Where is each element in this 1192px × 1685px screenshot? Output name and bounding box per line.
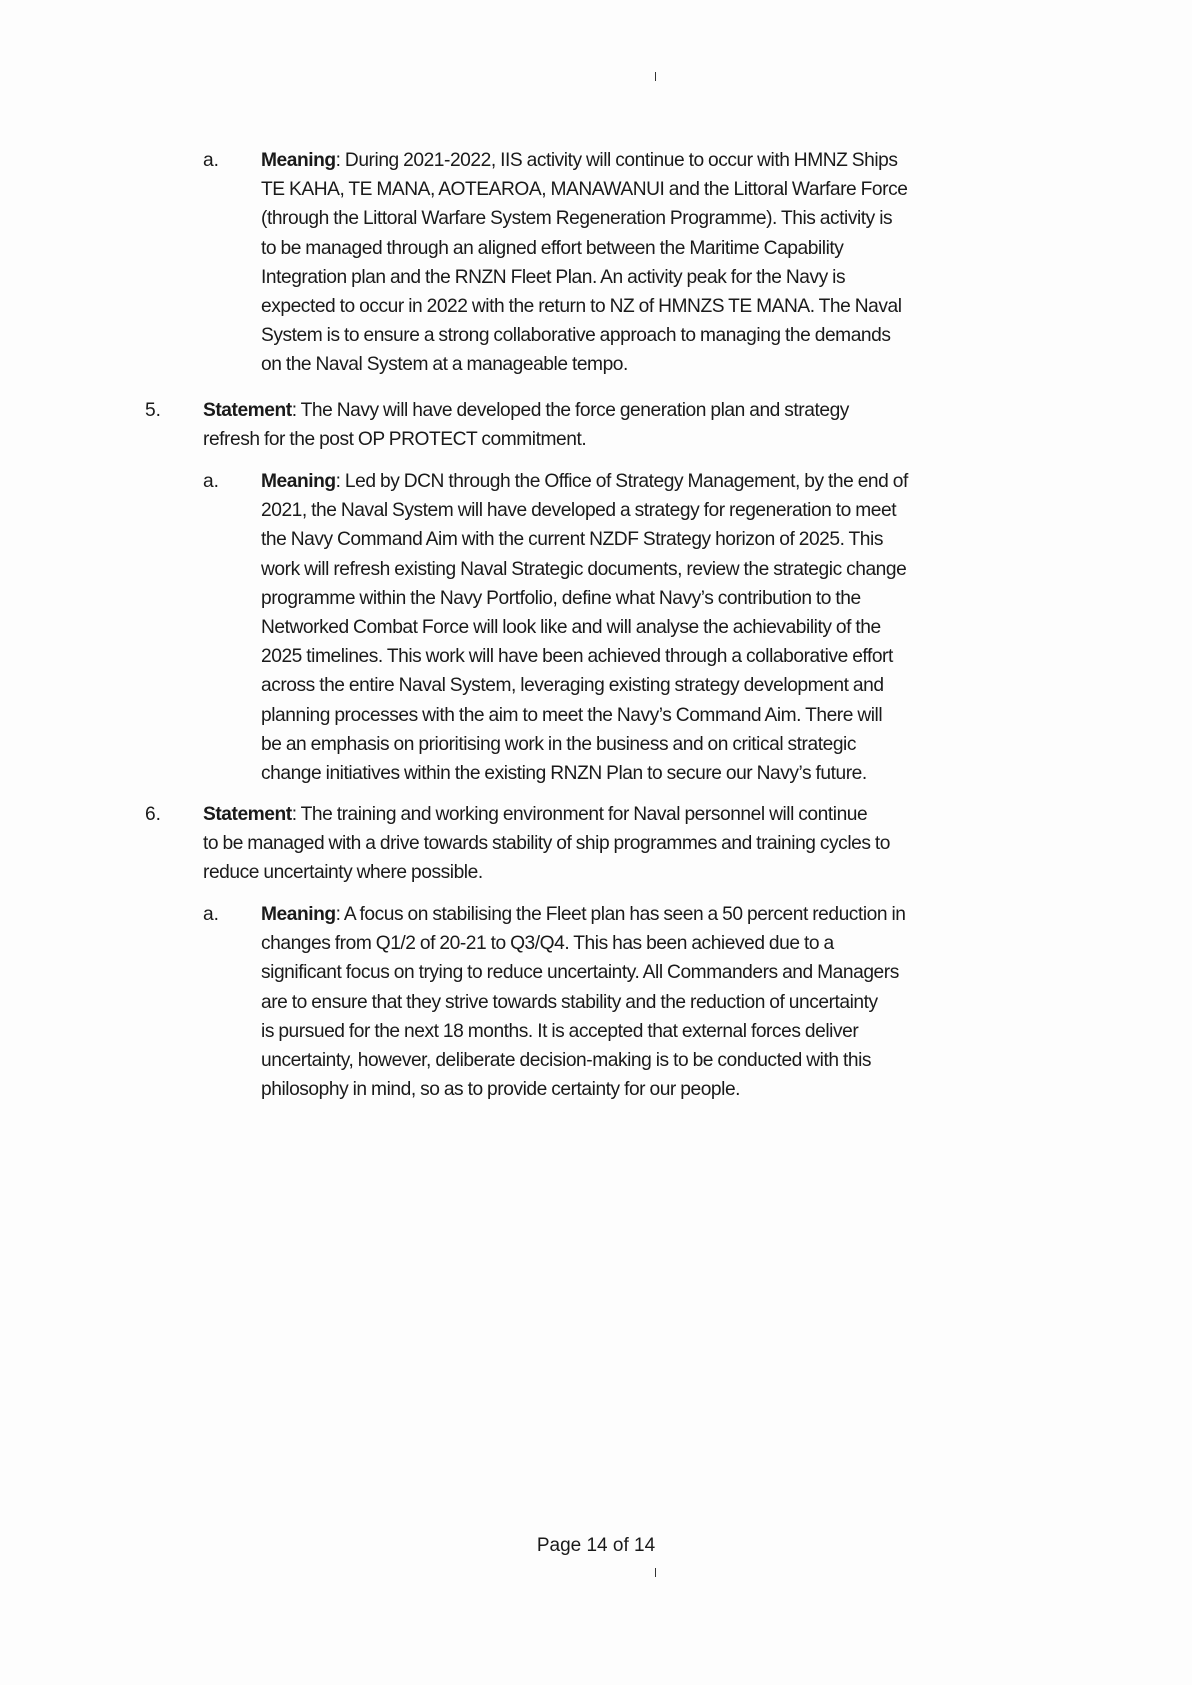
item-label: Statement bbox=[203, 804, 292, 825]
item-line: philosophy in mind, so as to provide certainty for our people. bbox=[261, 1079, 741, 1101]
item-label: Statement bbox=[203, 400, 292, 421]
item-line: Networked Combat Force will look like and will analyse the achievability of the bbox=[261, 617, 881, 639]
item-marker: a. bbox=[203, 150, 220, 171]
item-line: significant focus on trying to reduce uncertainty. All Commanders and Managers bbox=[261, 962, 899, 984]
item-body bbox=[261, 900, 906, 1104]
item-line: reduce uncertainty where possible. bbox=[203, 862, 483, 884]
item-line: the Navy Command Aim with the current NZDF Strategy horizon of 2025. This bbox=[261, 529, 883, 551]
item-line: work will refresh existing Naval Strategic documents, review the strategic change bbox=[261, 558, 907, 580]
item-line: programme within the Navy Portfolio, define what Navy’s contribution to the bbox=[261, 587, 861, 609]
item-line: Meaning: During 2021-2022, IIS activity will continue to occur with HMNZ Ships bbox=[261, 150, 898, 171]
item-label: Meaning bbox=[261, 904, 336, 925]
item-line: Meaning: Led by DCN through the Office of Strategy Management, by the end of bbox=[261, 471, 908, 492]
item-line: System is to ensure a strong collaborative approach to managing the demands bbox=[261, 325, 891, 347]
item-line: uncertainty, however, deliberate decision-making is to be conducted with this bbox=[261, 1050, 872, 1072]
item-line: TE KAHA, TE MANA, AOTEAROA, MANAWANUI and the Littoral Warfare Force bbox=[261, 179, 908, 201]
item-marker: a. bbox=[203, 471, 220, 492]
item-body bbox=[203, 396, 849, 454]
scan-artifact-mark bbox=[655, 1568, 656, 1577]
item-line: 2021, the Naval System will have developed a strategy for regeneration to meet bbox=[261, 500, 897, 522]
item-line: Integration plan and the RNZN Fleet Plan. An activity peak for the Navy is bbox=[261, 266, 846, 288]
item-line: Meaning: A focus on stabilising the Fleet plan has seen a 50 percent reduction in bbox=[261, 904, 906, 925]
item-line: (through the Littoral Warfare System Regeneration Programme). This activity is bbox=[261, 208, 893, 230]
item-line: expected to occur in 2022 with the return to NZ of HMNZS TE MANA. The Naval bbox=[261, 296, 902, 318]
item-line: Statement: The Navy will have developed the force generation plan and strategy bbox=[203, 400, 849, 421]
item-line: to be managed with a drive towards stability of ship programmes and training cycles to bbox=[203, 833, 890, 855]
item-body bbox=[203, 800, 890, 888]
page-number: Page 14 of 14 bbox=[536, 1535, 656, 1556]
item-body bbox=[261, 146, 907, 380]
item-label: Meaning bbox=[261, 150, 336, 171]
item-line: 2025 timelines. This work will have been achieved through a collaborative effort bbox=[261, 646, 893, 668]
item-line: are to ensure that they strive towards stability and the reduction of uncertainty bbox=[261, 991, 878, 1013]
item-body bbox=[261, 467, 908, 788]
item-marker: a. bbox=[203, 904, 220, 925]
item-line: changes from Q1/2 of 20-21 to Q3/Q4. This has been achieved due to a bbox=[261, 933, 834, 955]
item-line: be an emphasis on prioritising work in the business and on critical strategic bbox=[261, 733, 856, 755]
item-line: planning processes with the aim to meet the Navy’s Command Aim. There will bbox=[261, 704, 883, 726]
item-line: is pursued for the next 18 months. It is accepted that external forces deliver bbox=[261, 1020, 859, 1042]
scan-artifact-mark bbox=[655, 72, 656, 81]
item-label: Meaning bbox=[261, 471, 336, 492]
item-line: on the Naval System at a manageable tempo. bbox=[261, 354, 628, 376]
page-footer bbox=[0, 1535, 1192, 1557]
item-line: to be managed through an aligned effort between the Maritime Capability bbox=[261, 237, 844, 259]
item-marker: 6. bbox=[145, 804, 162, 825]
item-line: refresh for the post OP PROTECT commitment. bbox=[203, 429, 587, 451]
item-line: change initiatives within the existing RNZN Plan to secure our Navy’s future. bbox=[261, 763, 867, 785]
item-line: Statement: The training and working environment for Naval personnel will continue bbox=[203, 804, 868, 825]
item-marker: 5. bbox=[145, 400, 162, 421]
item-line: across the entire Naval System, leveraging existing strategy development and bbox=[261, 675, 884, 697]
